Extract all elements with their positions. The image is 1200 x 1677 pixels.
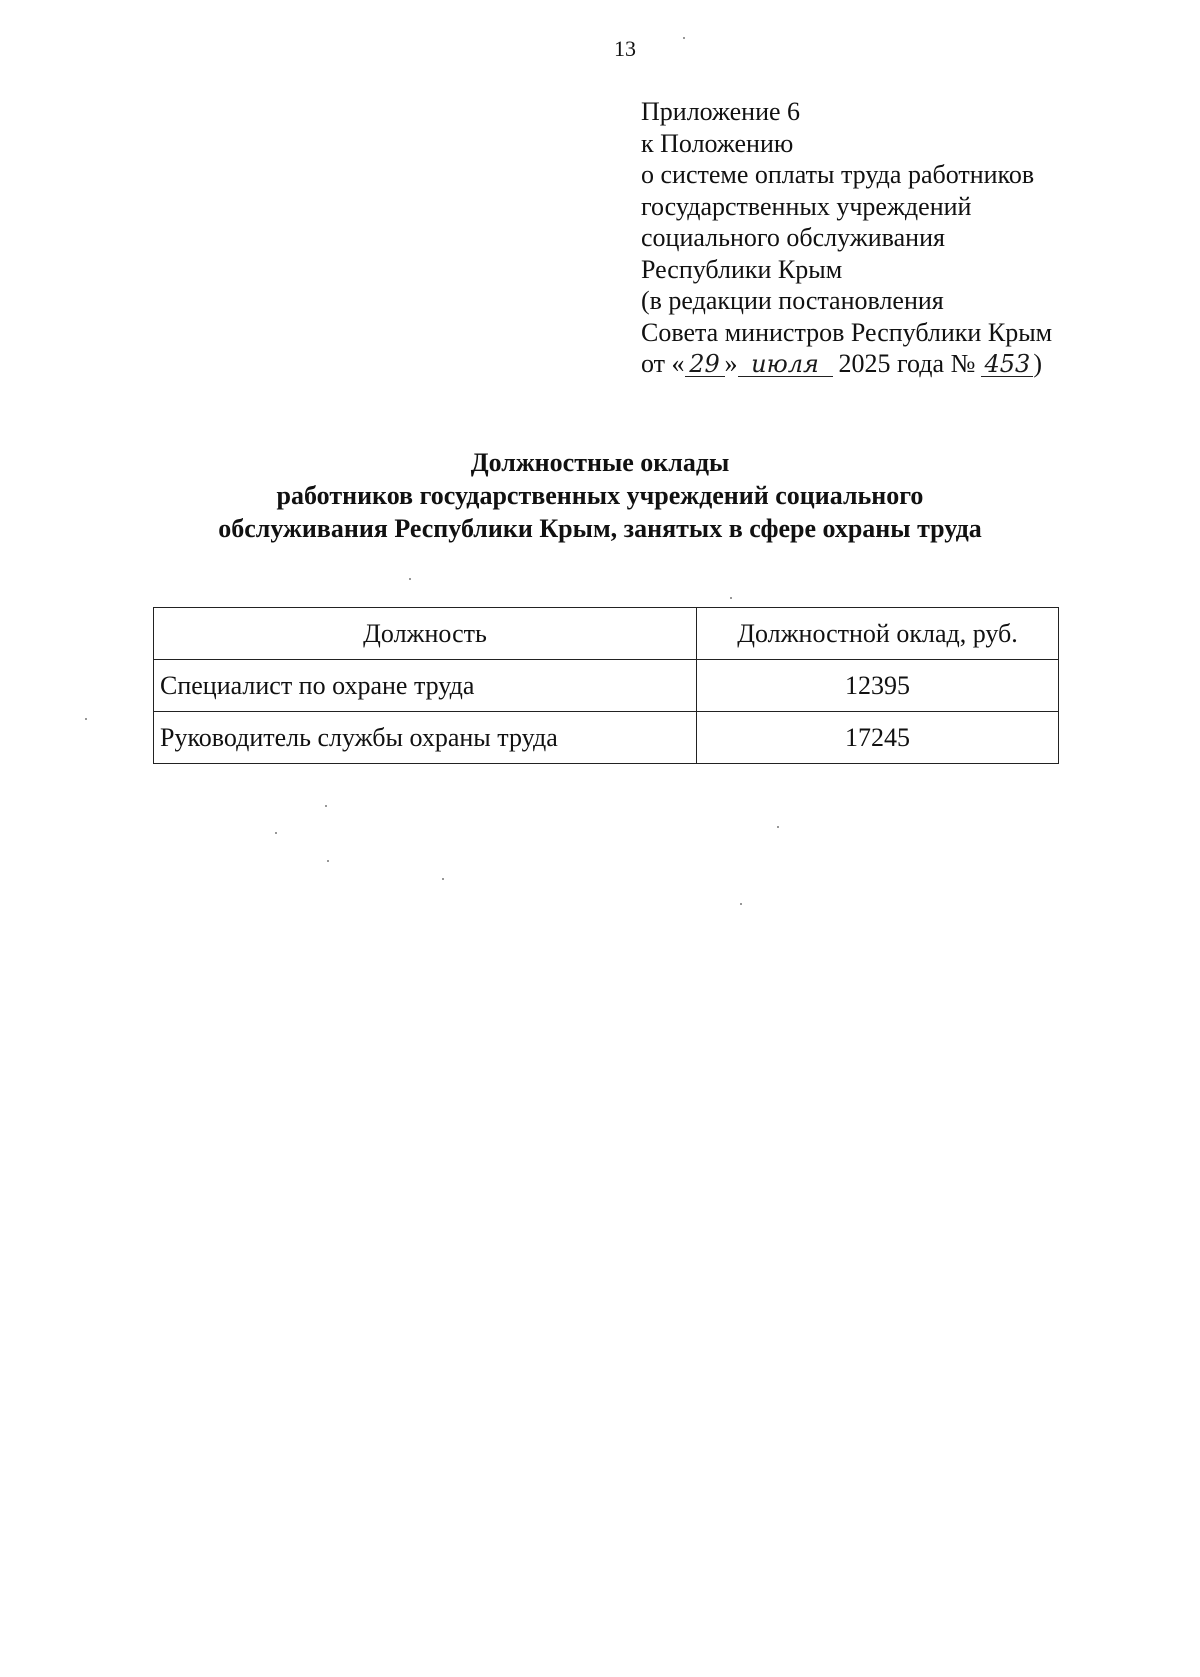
row-salary: 17245 [697,712,1059,764]
title-line: Должностные оклады [470,448,730,477]
handwritten-day: 29 [685,352,725,377]
annex-line: к Положению [641,128,794,158]
table-row [154,660,1059,712]
table-header-row [154,608,1059,660]
resolution-date-line [641,348,1052,380]
page-number: 13 [614,36,636,61]
scan-speck [85,718,87,720]
scan-speck [730,597,732,599]
title-line: работников государственных учреждений социального [276,481,924,510]
table-row [154,712,1059,764]
document-title [0,446,1200,545]
handwritten-month: июля [738,352,833,377]
annex-line: Республики Крым [641,254,843,284]
date-separator: » [724,349,738,378]
annex-line: государственных учреждений [641,191,972,221]
annex-line: Совета министров Республики Крым [641,317,1053,347]
date-year-text: 2025 года № [838,349,976,378]
annex-line: социального обслуживания [641,223,945,252]
scan-speck [683,37,685,39]
annex-block [641,96,1052,380]
title-line: обслуживания Республики Крым, занятых в сфере охраны труда [218,514,982,543]
header-salary: Должностной оклад, руб. [697,608,1059,660]
scan-speck [442,878,444,880]
scan-speck [409,578,411,580]
scan-speck [777,826,779,828]
handwritten-resolution-number: 453 [981,352,1033,377]
annex-line: Приложение 6 [641,97,801,126]
salary-table [153,607,1059,764]
scan-speck [740,903,742,905]
date-close-paren: ) [1033,349,1043,378]
scan-speck [327,860,329,862]
annex-line: (в редакции постановления [641,286,944,315]
row-position: Руководитель службы охраны труда [154,712,697,764]
header-position: Должность [154,608,697,660]
date-prefix: от « [641,349,685,378]
scan-speck [325,805,327,807]
annex-line: о системе оплаты труда работников [641,160,1035,189]
scan-speck [275,832,277,834]
row-position: Специалист по охране труда [154,660,697,712]
row-salary: 12395 [697,660,1059,712]
